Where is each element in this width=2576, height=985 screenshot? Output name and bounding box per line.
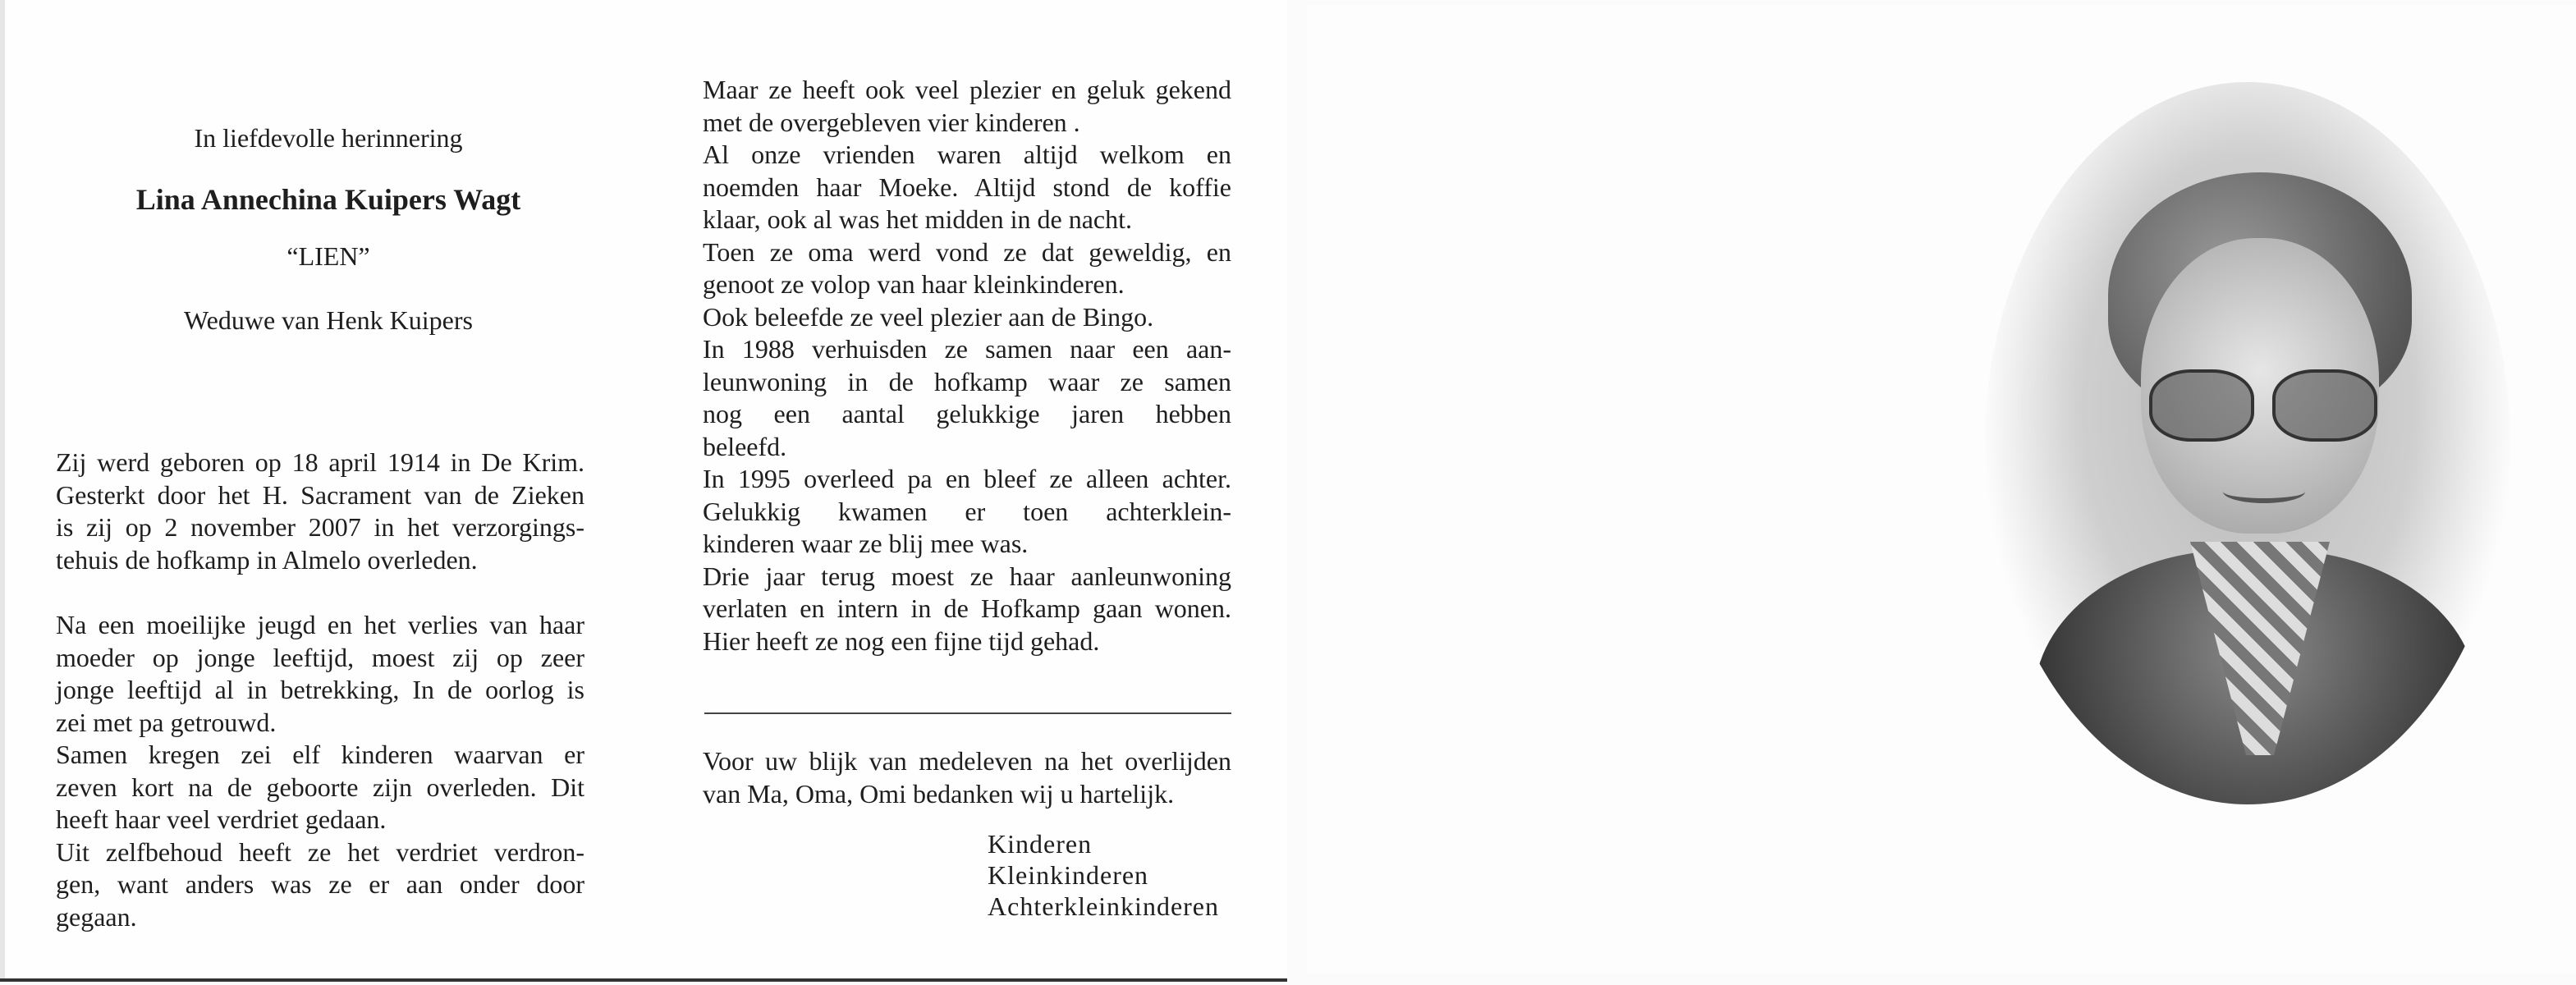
- paragraph-gap: [56, 576, 584, 609]
- text-line: jonge leeftijd al in betrekking, In de oorlog is: [56, 675, 584, 704]
- widow-of: Weduwe van Henk Kuipers: [184, 305, 473, 335]
- portrait-photo: [1985, 82, 2510, 804]
- text-line: kinderen waar ze blij mee was.: [703, 529, 1029, 558]
- text-line: Na een moeilijke jeugd en het verlies van haar: [56, 610, 584, 639]
- text-line: Samen kregen zei elf kinderen waarvan er: [56, 740, 584, 769]
- text-line: Toen ze oma werd vond ze dat geweldig, en: [703, 236, 1231, 267]
- text-line: Gesterkt door het H. Sacrament van de Zieken: [56, 479, 584, 510]
- text-line: In 1995 overleed pa en bleef ze alleen achter.: [703, 464, 1231, 493]
- text-line: gen, want anders was ze er aan onder door: [56, 869, 584, 899]
- text-line: met de overgebleven vier kinderen .: [703, 107, 1080, 137]
- text-line: In 1988 verhuisden ze samen naar een aan-: [703, 334, 1231, 364]
- thanks-text: [703, 745, 1231, 810]
- text-line: Zij werd geboren op 18 april 1914 in De Krim.: [56, 447, 584, 477]
- text-line: Drie jaar terug moest ze haar aanleunwoning: [703, 561, 1231, 591]
- text-line: verlaten en intern in de Hofkamp gaan wonen.: [703, 593, 1231, 623]
- biography-left-column: [56, 447, 584, 933]
- glasses-right-lens: [2272, 369, 2377, 442]
- glasses-left-lens: [2149, 369, 2254, 442]
- text-line: Al onze vrienden waren altijd welkom en: [703, 140, 1231, 169]
- text-line: zei met pa getrouwd.: [56, 707, 277, 737]
- text-line: Maar ze heeft ook veel plezier en geluk gekend: [703, 75, 1231, 104]
- divider: [704, 712, 1231, 714]
- text-line: leunwoning in de hofkamp waar ze samen: [703, 366, 1231, 396]
- text-line: zeven kort na de geboorte zijn overleden. Dit: [56, 772, 584, 802]
- text-line: tehuis de hofkamp in Almelo overleden.: [56, 544, 478, 575]
- text-line: noemden haar Moeke. Altijd stond de koffie: [703, 172, 1231, 202]
- biography-right-column: [703, 74, 1231, 657]
- text-line: Ook beleefde ze veel plezier aan de Bingo.: [703, 301, 1154, 332]
- signature-children: Kinderen: [988, 829, 1093, 859]
- text-line: Uit zelfbehoud heeft ze het verdriet verdron-: [56, 836, 584, 867]
- thanks-line: van Ma, Oma, Omi bedanken wij u hartelijk.: [703, 778, 1175, 809]
- text-line: heeft haar veel verdriet gedaan.: [56, 804, 387, 834]
- thanks-line: Voor uw blijk van medeleven na het overlijden: [703, 746, 1231, 776]
- text-line: genoot ze volop van haar kleinkinderen.: [703, 269, 1125, 299]
- nickname: “LIEN”: [286, 241, 370, 271]
- signature-great-grandchildren: Achterkleinkinderen: [988, 891, 1219, 921]
- portrait-smile: [2223, 480, 2305, 503]
- deceased-name: Lina Annechina Kuipers Wagt: [135, 183, 521, 216]
- text-line: gegaan.: [56, 901, 137, 932]
- text-line: beleefd.: [703, 431, 787, 461]
- text-line: nog een aantal gelukkige jaren hebben: [703, 399, 1231, 428]
- signature-grandchildren: Kleinkinderen: [988, 860, 1149, 890]
- text-line: moeder op jonge leeftijd, moest zij op zeer: [56, 642, 584, 672]
- intro-heading: In liefdevolle herinnering: [194, 123, 463, 153]
- text-line: klaar, ook al was het midden in de nacht.: [703, 204, 1132, 234]
- text-line: Hier heeft ze nog een fijne tijd gehad.: [703, 625, 1100, 656]
- text-line: is zij op 2 november 2007 in het verzorgings-: [56, 512, 584, 542]
- memorial-card-text-page: [0, 0, 1287, 982]
- text-line: Gelukkig kwamen er toen achterklein-: [703, 496, 1231, 526]
